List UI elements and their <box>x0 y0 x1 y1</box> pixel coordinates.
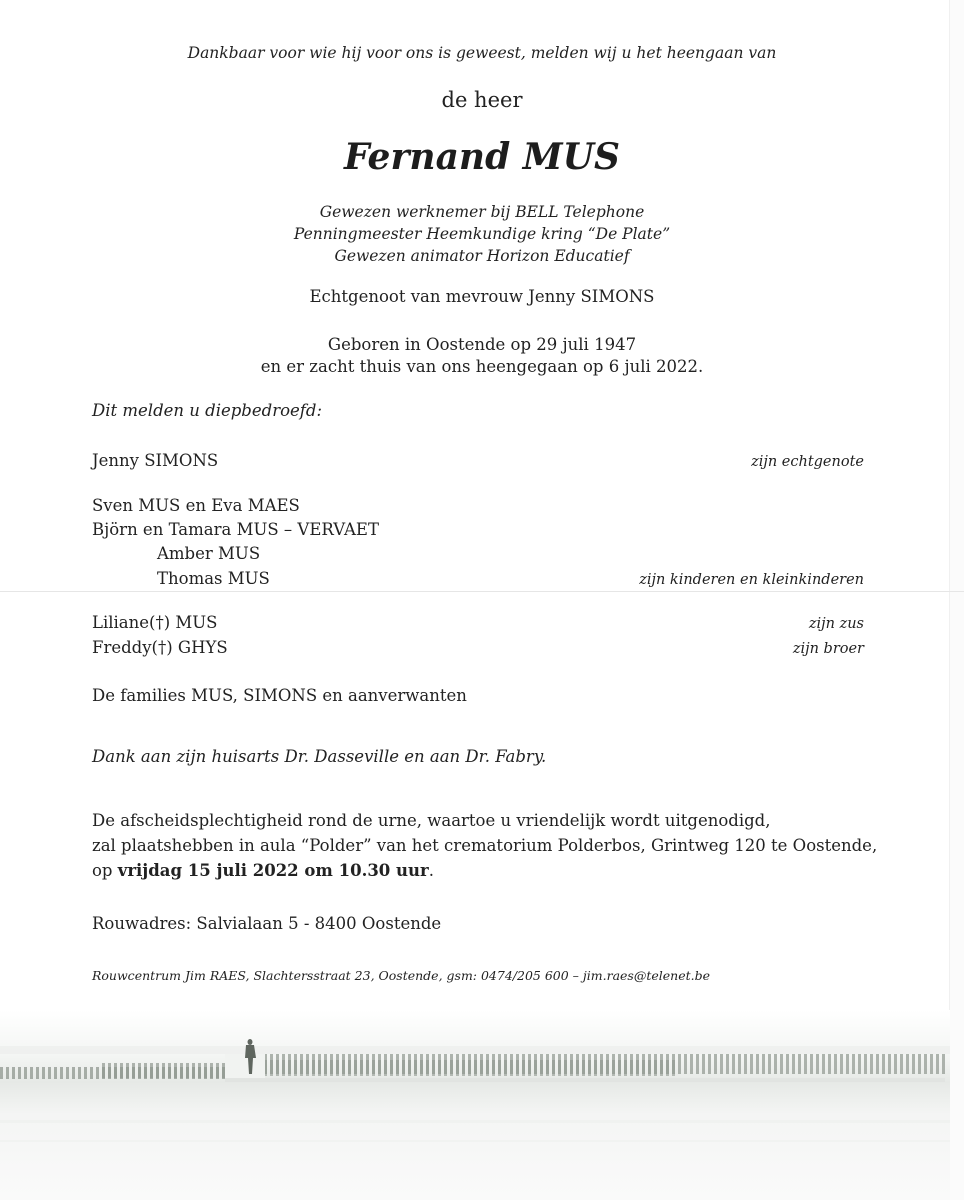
mourner-grandchild: Amber MUS <box>157 544 261 563</box>
role-item: Gewezen werknemer bij BELL Telephone <box>319 203 645 221</box>
service-line-3 <box>92 858 877 883</box>
mourner-sibling: Freddy(†) GHYS <box>92 638 228 657</box>
birth-death-block <box>0 334 964 378</box>
beach-photo <box>0 1010 950 1200</box>
mourner-child: Sven MUS en Eva MAES <box>92 496 300 515</box>
service-line-1: De afscheidsplechtigheid rond de urne, waartoe u vriendelijk wordt uitgenodigd, <box>92 811 771 830</box>
beach-breakwater-illustration <box>0 1010 950 1200</box>
sibling-relation: zijn broer <box>792 641 864 657</box>
deceased-name: Fernand MUS <box>343 136 621 178</box>
birth-line: Geboren in Oostende op 29 juli 1947 <box>327 335 637 354</box>
mourning-address: Rouwadres: Salvialaan 5 - 8400 Oostende <box>92 914 442 933</box>
service-date-time: vrijdag 15 juli 2022 om 10.30 uur <box>117 861 429 880</box>
death-line: en er zacht thuis van ons heengegaan op 6 juli 2022. <box>260 357 704 376</box>
scan-edge <box>949 0 964 1200</box>
mourner-grandchild: Thomas MUS <box>157 569 270 588</box>
service-line-2: zal plaatshebben in aula “Polder” van het crematorium Polderbos, Grintweg 120 te Oostende, <box>92 836 878 855</box>
mourner-spouse-relation: zijn echtgenote <box>751 454 864 470</box>
roles-list <box>0 201 964 267</box>
intro-text: Dankbaar voor wie hij voor ons is geweest, melden wij u het heengaan van <box>187 44 777 62</box>
service-suffix: . <box>428 861 434 880</box>
spouse-line: Echtgenoot van mevrouw Jenny SIMONS <box>309 287 655 306</box>
role-item: Penningmeester Heemkundige kring “De Plate” <box>293 225 671 243</box>
mourner-sibling: Liliane(†) MUS <box>92 613 218 632</box>
mourner-spouse-name: Jenny SIMONS <box>92 451 219 470</box>
page-fold-line <box>0 591 964 592</box>
funeral-home-info: Rouwcentrum Jim RAES, Slachtersstraat 23, Oostende, gsm: 0474/205 600 – jim.raes@telenet.be <box>92 968 710 983</box>
mourner-child: Björn en Tamara MUS – VERVAET <box>92 520 379 539</box>
service-prefix: op <box>92 861 118 880</box>
children-relation: zijn kinderen en kleinkinderen <box>639 572 864 588</box>
role-item: Gewezen animator Horizon Educatief <box>334 247 630 265</box>
announce-heading: Dit melden u diepbedroefd: <box>92 401 323 420</box>
sibling-relation: zijn zus <box>808 616 864 632</box>
title-prefix: de heer <box>441 88 523 112</box>
thanks-line: Dank aan zijn huisarts Dr. Dasseville en aan Dr. Fabry. <box>92 747 547 766</box>
families-line: De families MUS, SIMONS en aanverwanten <box>92 686 467 705</box>
service-details <box>92 808 877 883</box>
